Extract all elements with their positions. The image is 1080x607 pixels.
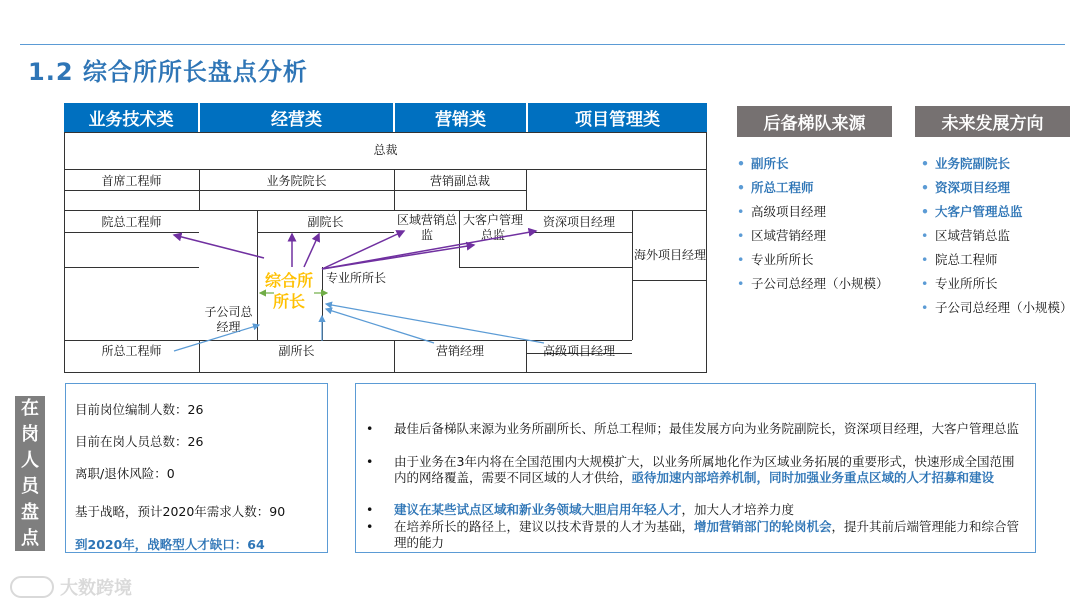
- bullet-2-text: 由于业务在3年内将在全国范围内大规模扩大，以业务所属地化作为区域业务拓展的重要形式，快速形成全国范围内的网络覆盖，需要不同区域的人才供给，: [394, 454, 1015, 485]
- side-label: [15, 396, 45, 551]
- grid-line: [322, 267, 323, 340]
- list-item: [921, 203, 1073, 227]
- side-char: 点: [21, 527, 39, 549]
- bullet-dot: •: [921, 228, 929, 243]
- stats-box: [65, 383, 328, 553]
- analysis-box: [355, 383, 1036, 553]
- side-char: 岗: [21, 423, 39, 445]
- list-item: [921, 179, 1073, 203]
- grid-line: [64, 232, 199, 233]
- grid-line: [64, 340, 632, 341]
- grid-line: [459, 267, 526, 268]
- future-list: [921, 155, 1073, 323]
- list-item-text: 业务院副院长: [935, 156, 1011, 171]
- list-item-text: 专业所所长: [751, 252, 814, 267]
- grid-line: [526, 232, 632, 233]
- grid-line: [526, 169, 527, 210]
- backup-list: [737, 155, 889, 299]
- grid-line: [64, 190, 526, 191]
- bullet-dot: •: [737, 252, 745, 267]
- bullet-dot: •: [366, 502, 374, 517]
- logo-icon: [10, 576, 54, 598]
- list-item: [921, 251, 1073, 275]
- list-item: [737, 251, 889, 275]
- bullet-4-highlight: 增加营销部门的轮岗机会: [694, 519, 832, 534]
- list-item-text: 区域营销经理: [751, 228, 827, 243]
- grid-line: [257, 232, 394, 233]
- bullet-4-tail: ，提升其前后端管理能力和综合管理的能力: [394, 519, 1020, 550]
- list-item-text: 子公司总经理（小规模）: [751, 276, 889, 291]
- side-char: 在: [21, 397, 39, 419]
- side-char: 员: [21, 475, 39, 497]
- list-item-text: 高级项目经理: [751, 204, 827, 219]
- header-operation: 经营类: [200, 103, 393, 132]
- key-account-director: 大客户管理总监: [462, 213, 523, 242]
- list-item: [737, 275, 889, 299]
- bullet-dot: •: [366, 421, 374, 436]
- list-item-text: 院总工程师: [935, 252, 998, 267]
- grid-line: [632, 280, 707, 281]
- grid-line: [64, 169, 707, 170]
- bullet-1: [364, 421, 1024, 437]
- career-path-chart: [64, 103, 707, 373]
- grid-line: [64, 210, 707, 211]
- bullet-dot: •: [737, 204, 745, 219]
- institute-chief-engineer: 院总工程师: [101, 215, 162, 229]
- list-item: [921, 299, 1073, 323]
- bullet-dot: •: [921, 276, 929, 291]
- list-item-text: 副所长: [751, 156, 789, 171]
- list-item-text: 大客户管理总监: [935, 204, 1023, 219]
- list-item: [921, 275, 1073, 299]
- center-role: 综合所所长: [264, 271, 313, 311]
- marketing-manager: 营销经理: [435, 344, 484, 358]
- bullet-1-text: 最佳后备梯队来源为业务所副所长、所总工程师；最佳发展方向为业务院副院长，资深项目经理，大客户管理总监: [394, 421, 1020, 436]
- header-marketing: 营销类: [395, 103, 526, 132]
- subsidiary-gm: 子公司总经理: [204, 305, 253, 334]
- bullet-dot: •: [921, 180, 929, 195]
- office-chief-engineer: 所总工程师: [101, 344, 162, 358]
- regional-marketing-director: 区域营销总监: [396, 213, 457, 242]
- bullet-dot: •: [921, 252, 929, 267]
- list-item: [921, 155, 1073, 179]
- vice-president: 副院长: [307, 215, 344, 229]
- stat-demand: 基于战略，预计2020年需求人数：90: [75, 504, 286, 519]
- senior-pm-bottom: 高级项目经理: [542, 344, 615, 358]
- bullet-dot: •: [737, 276, 745, 291]
- marketing-vp: 营销副总裁: [429, 174, 490, 188]
- bullet-dot: •: [737, 180, 745, 195]
- side-char: 盘: [21, 501, 39, 523]
- stat-gap: 到2020年，战略型人才缺口：64: [75, 537, 265, 552]
- senior-project-manager: 资深项目经理: [542, 215, 615, 229]
- deputy-director: 副所长: [278, 344, 315, 358]
- bullet-dot: •: [737, 228, 745, 243]
- grid-line: [526, 267, 632, 268]
- bullet-dot: •: [921, 156, 929, 171]
- specialty-director: 专业所所长: [326, 271, 387, 285]
- stat-current: 目前在岗人员总数：26: [75, 434, 204, 449]
- grid-line: [632, 210, 633, 340]
- bullet-3: [364, 502, 1024, 518]
- list-item: [737, 203, 889, 227]
- page-title: 1.2 综合所所长盘点分析: [28, 58, 308, 86]
- ceo-label: 总裁: [373, 143, 398, 157]
- bullet-dot: •: [366, 519, 374, 534]
- bullet-4-text: 在培养所长的路径上，建议以技术背景的人才为基础，: [394, 519, 695, 534]
- bullet-4: [364, 519, 1024, 551]
- overseas-project-manager: 海外项目经理: [633, 248, 706, 262]
- header-project: 项目管理类: [528, 103, 707, 132]
- list-item-text: 子公司总经理（小规模）: [935, 300, 1073, 315]
- bullet-dot: •: [921, 300, 929, 315]
- list-item: [737, 227, 889, 251]
- stat-risk: 离职/退休风险：0: [75, 466, 175, 481]
- bullet-dot: •: [366, 454, 374, 469]
- chief-engineer: 首席工程师: [101, 174, 162, 188]
- backup-header: 后备梯队来源: [737, 106, 892, 137]
- list-item: [737, 179, 889, 203]
- header-tech: 业务技术类: [64, 103, 198, 132]
- bullet-dot: •: [921, 204, 929, 219]
- list-item-text: 所总工程师: [751, 180, 814, 195]
- bullet-3-highlight: 建议在某些试点区域和新业务领域大胆启用年轻人才: [394, 502, 682, 517]
- list-item-text: 专业所所长: [935, 276, 998, 291]
- list-item: [921, 227, 1073, 251]
- list-item: [737, 155, 889, 179]
- bullet-dot: •: [737, 156, 745, 171]
- side-char: 人: [21, 449, 39, 471]
- future-header: 未来发展方向: [915, 106, 1070, 137]
- grid-line: [64, 267, 199, 268]
- bullet-2: [364, 454, 1024, 486]
- list-item-text: 资深项目经理: [935, 180, 1011, 195]
- bullet-2-highlight: 亟待加速内部培养机制，同时加强业务重点区域的人才招募和建设: [631, 470, 995, 485]
- stat-headcount: 目前岗位编制人数：26: [75, 402, 204, 417]
- top-divider: [20, 44, 1065, 45]
- list-item-text: 区域营销总监: [935, 228, 1011, 243]
- logo-text: 大数跨境: [60, 578, 132, 599]
- bullet-3-text: ，加大人才培养力度: [681, 502, 795, 517]
- watermark-logo: [10, 574, 132, 600]
- institute-president: 业务院院长: [266, 174, 327, 188]
